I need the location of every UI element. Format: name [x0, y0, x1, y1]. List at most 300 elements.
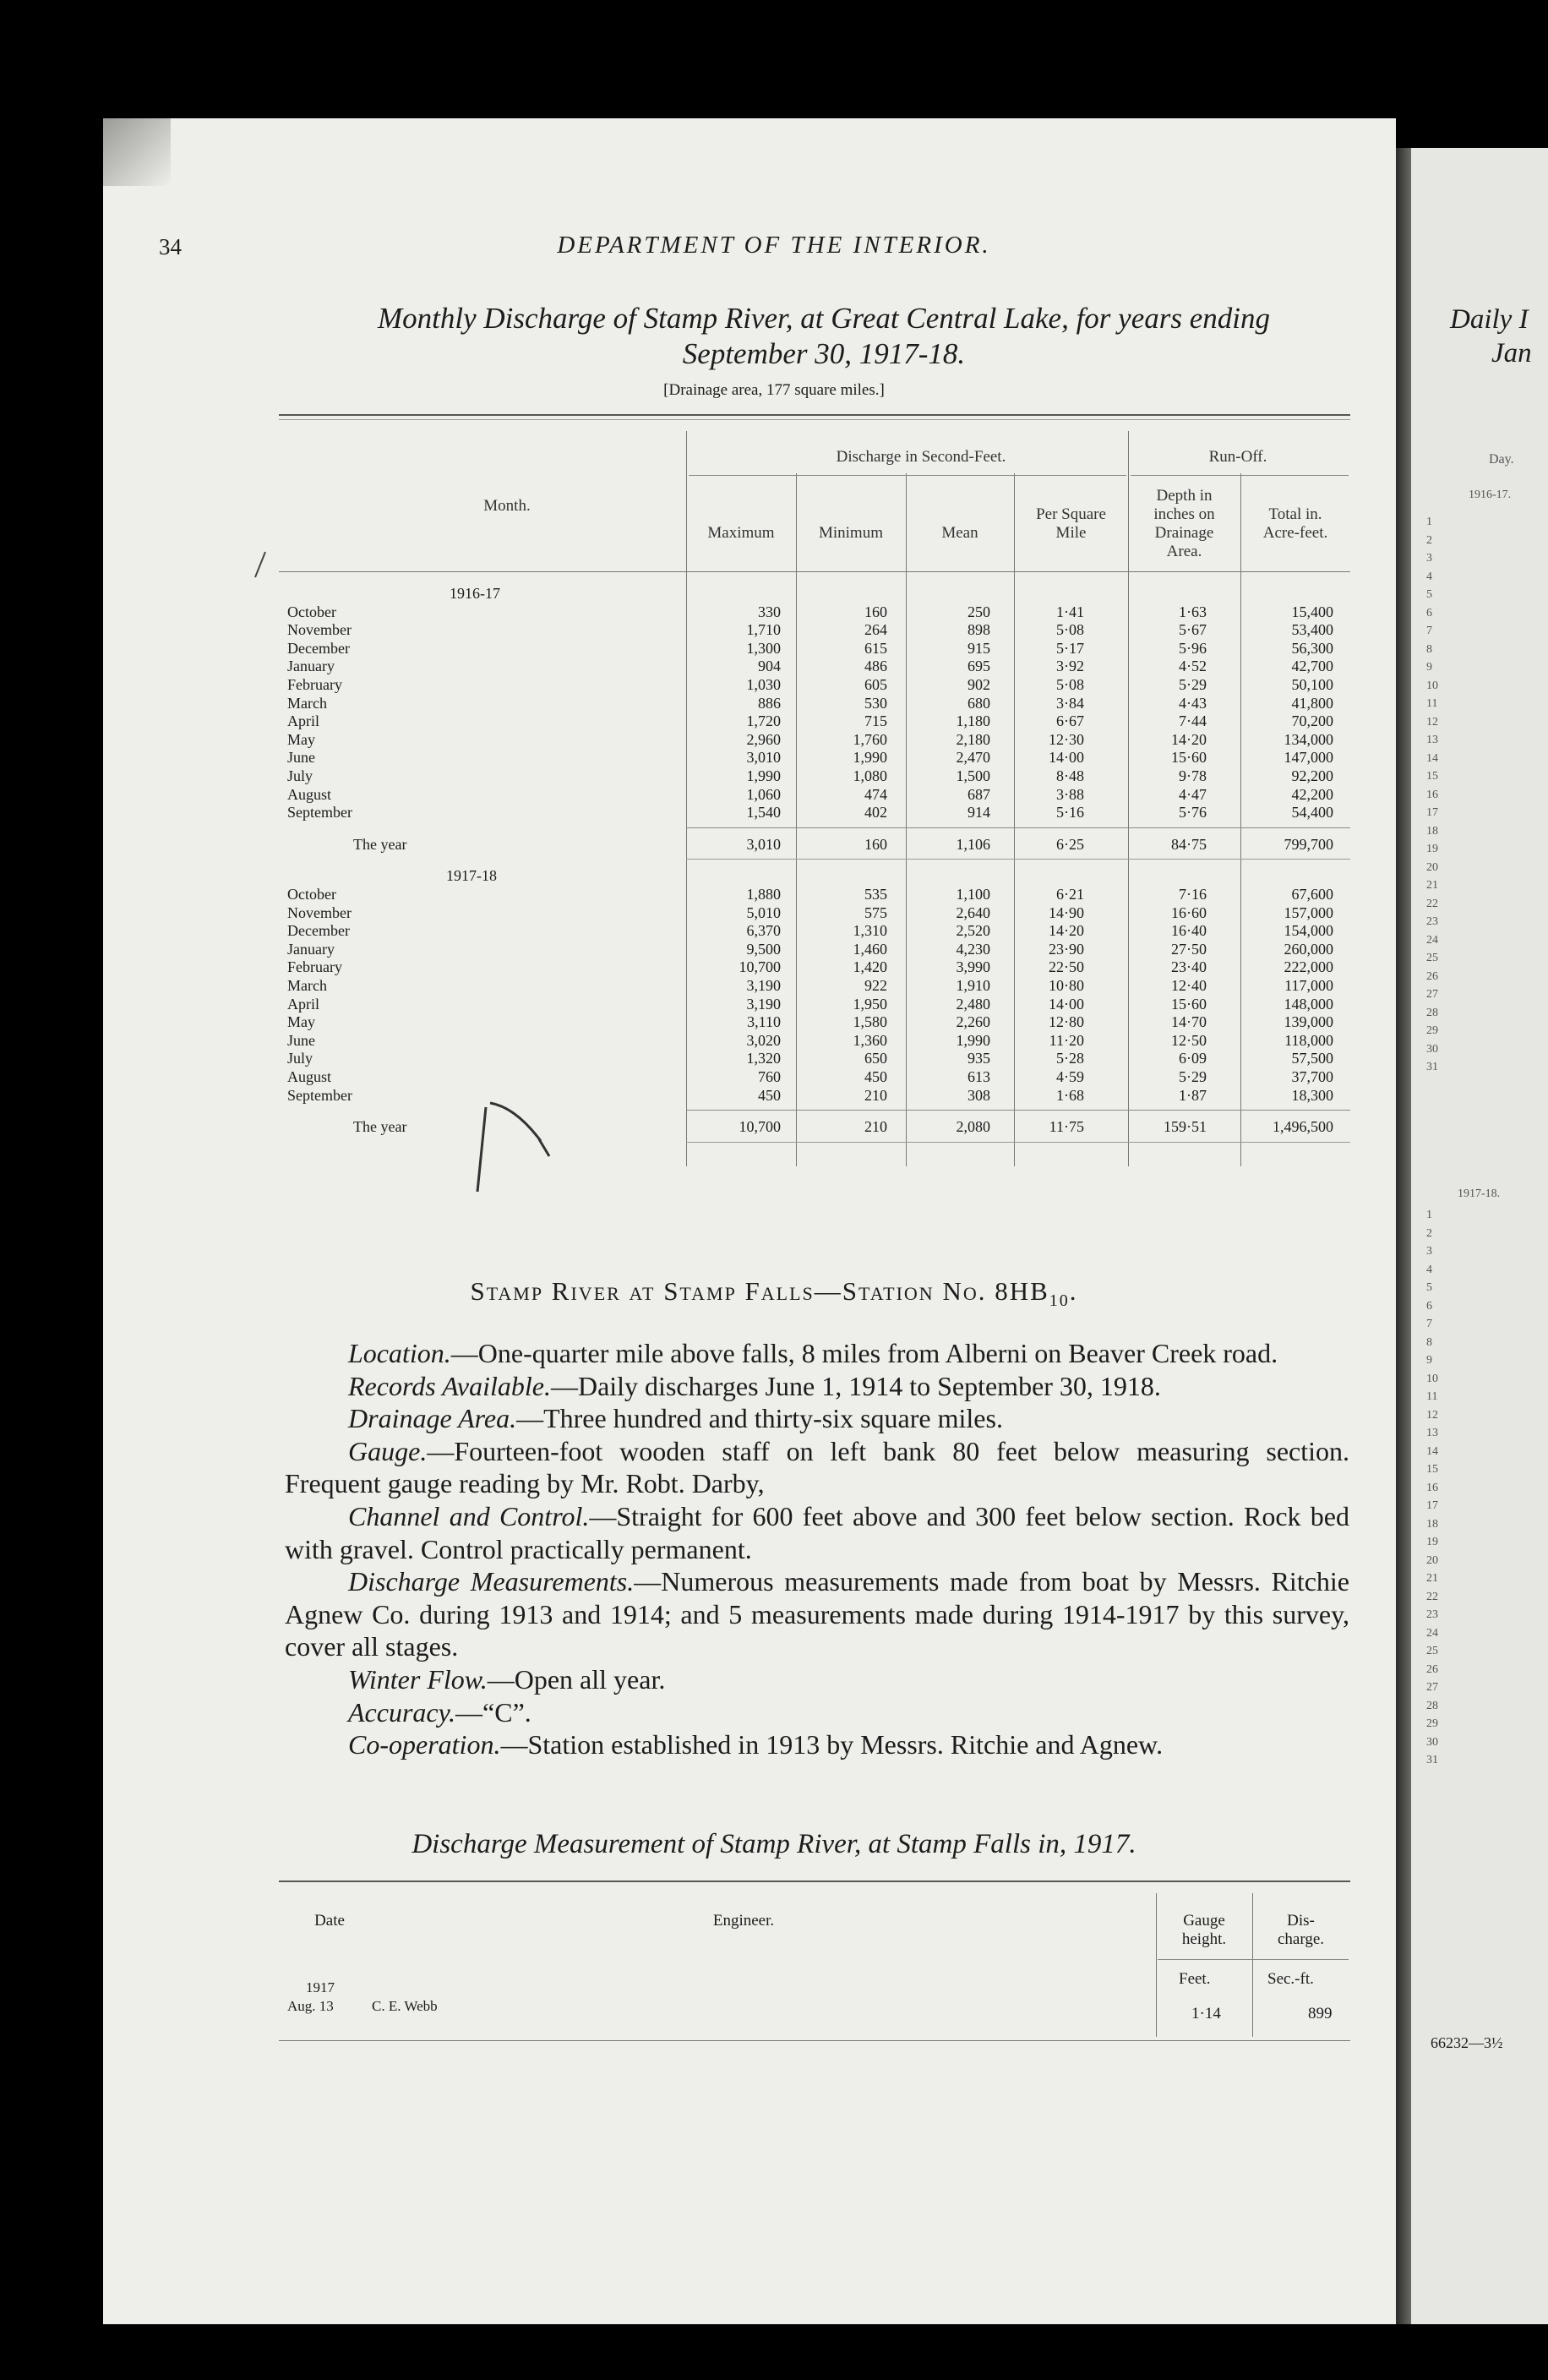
next-page-day-number: 17 [1426, 806, 1438, 819]
cell-mean: 2,260 [956, 1013, 990, 1031]
cell-max: 1,540 [746, 804, 781, 822]
page-number: 34 [159, 234, 182, 259]
next-page-year-2: 1917-18. [1458, 1187, 1501, 1200]
cell-max: 904 [758, 658, 781, 675]
cell-depth: 15·60 [1171, 995, 1207, 1013]
cell-mean: 695 [968, 658, 990, 675]
cell-max: 10,700 [739, 958, 781, 976]
cell-mean: 902 [968, 676, 990, 693]
column-divider [1014, 473, 1015, 1166]
cell-max: 3,020 [746, 1031, 781, 1049]
cell-depth: 1·63 [1179, 603, 1207, 620]
station-description [285, 1337, 1349, 1761]
paragraph-label: Winter Flow. [348, 1663, 488, 1695]
cell-persq: 6·21 [1056, 886, 1084, 903]
cell-min: 1,080 [853, 767, 887, 784]
measurement-unit-gauge: Feet. [1179, 1970, 1211, 1988]
month-cell: September [287, 804, 352, 822]
cell-max: 3,190 [746, 977, 781, 994]
cell-max: 3,010 [746, 749, 781, 767]
paragraph-label: Location. [348, 1338, 451, 1368]
cell-total: 37,700 [1291, 1068, 1333, 1085]
cell-total: 50,100 [1291, 676, 1333, 693]
cell-total: 117,000 [1284, 977, 1333, 994]
cell-max: 330 [758, 603, 781, 620]
next-page-day-number: 10 [1426, 679, 1438, 692]
next-page-day-number: 16 [1426, 1481, 1438, 1494]
header-bottom-rule [279, 571, 1350, 572]
table-title-line-1: Monthly Discharge of Stamp River, at Great Central Lake, for years ending [377, 302, 1270, 335]
paragraph-text: —Open all year. [487, 1663, 666, 1695]
next-page-day-number: 3 [1426, 1245, 1432, 1258]
cell-min: 486 [864, 658, 887, 675]
paragraph-label: Records Available. [348, 1370, 551, 1401]
cell-min: 1,950 [853, 995, 887, 1013]
month-cell: April [287, 712, 319, 730]
cell-persq: 12·80 [1049, 1013, 1084, 1031]
year-total-min: 210 [864, 1118, 887, 1136]
month-cell: November [287, 621, 352, 639]
next-page-day-number: 21 [1426, 879, 1438, 892]
year-total-label: The year [353, 835, 407, 853]
next-page-day-number: 5 [1426, 588, 1432, 601]
measurement-unit-discharge: Sec.-ft. [1267, 1970, 1314, 1988]
cell-min: 650 [864, 1050, 887, 1067]
header-discharge-group: Discharge in Second-Feet. [836, 448, 1006, 466]
paragraph-label: Drainage Area. [348, 1403, 517, 1434]
year-total-min: 160 [864, 835, 887, 853]
cell-max: 760 [758, 1068, 781, 1085]
cell-mean: 914 [968, 804, 990, 822]
cell-min: 264 [864, 621, 887, 639]
cell-min: 1,580 [853, 1013, 887, 1031]
next-page-day-number: 4 [1426, 570, 1432, 583]
cell-depth: 16·40 [1171, 922, 1207, 940]
next-page-day-number: 29 [1426, 1717, 1438, 1730]
cell-persq: 5·16 [1056, 804, 1084, 822]
measurement-header-gauge-line-1: Gauge [1183, 1912, 1225, 1930]
next-page-day-number: 19 [1426, 1536, 1438, 1548]
header-mean: Mean [941, 524, 978, 542]
cell-depth: 5·29 [1179, 676, 1207, 693]
cell-min: 210 [864, 1086, 887, 1104]
cell-max: 5,010 [746, 903, 781, 921]
next-page-day-number: 2 [1426, 1226, 1432, 1240]
table-top-rule [279, 414, 1350, 416]
cell-mean: 1,910 [956, 977, 990, 994]
station-paragraph [285, 1500, 1349, 1565]
cell-mean: 4,230 [956, 940, 990, 958]
header-minimum: Minimum [818, 524, 883, 542]
measurement-table-top-rule [279, 1881, 1350, 1882]
header-group-rule [1131, 475, 1349, 476]
month-cell: November [287, 903, 352, 921]
station-heading-subscript: 10 [1049, 1291, 1070, 1311]
running-head: DEPARTMENT OF THE INTERIOR. [557, 232, 991, 259]
measurement-table-bottom-rule [279, 2040, 1350, 2041]
cell-mean: 680 [968, 694, 990, 712]
header-per-square-mile-line-2: Mile [1055, 524, 1087, 542]
table-top-rule-thin [279, 419, 1350, 420]
next-page-title-line-1: Daily I [1450, 304, 1529, 335]
paragraph-label: Accuracy. [348, 1696, 456, 1728]
next-page-day-number: 4 [1426, 1263, 1432, 1276]
measurement-year: 1917 [306, 1979, 335, 1995]
month-cell: May [287, 730, 315, 748]
cell-total: 42,200 [1291, 785, 1333, 803]
cell-total: 147,000 [1284, 749, 1333, 767]
station-paragraph [285, 1435, 1349, 1500]
next-page-day-number: 23 [1426, 1608, 1438, 1621]
next-page-day-number: 2 [1426, 533, 1432, 547]
cell-total: 18,300 [1291, 1086, 1333, 1104]
cell-total: 134,000 [1284, 730, 1333, 748]
cell-mean: 2,640 [956, 903, 990, 921]
year-total-label: The year [353, 1118, 407, 1136]
cell-min: 402 [864, 804, 887, 822]
paragraph-label: Gauge. [348, 1435, 428, 1466]
next-page-day-number: 18 [1426, 824, 1438, 838]
month-cell: August [287, 785, 332, 803]
header-depth-line-2: inches on [1153, 505, 1215, 523]
next-page-day-number: 1 [1426, 1209, 1432, 1221]
next-page-day-number: 6 [1426, 606, 1432, 620]
cell-min: 450 [864, 1068, 887, 1085]
paragraph-text: —Fourteen-foot wooden staff on left bank 80 feet below measuring section. Frequent gauge reading by Mr. Robt. Darby, [285, 1435, 1349, 1499]
header-depth-line-1: Depth in [1156, 487, 1213, 505]
station-paragraph [285, 1696, 1349, 1729]
paragraph-label: Co-operation. [348, 1729, 501, 1760]
station-paragraph [285, 1728, 1349, 1761]
next-page-day-number: 18 [1426, 1517, 1438, 1531]
cell-mean: 3,990 [956, 958, 990, 976]
measurement-discharge: 899 [1308, 2005, 1333, 2022]
cell-max: 1,990 [746, 767, 781, 784]
next-page-day-number: 23 [1426, 915, 1438, 928]
measurement-header-discharge-line-2: charge. [1277, 1930, 1325, 1948]
cell-depth: 12·40 [1171, 977, 1207, 994]
cell-depth: 5·76 [1179, 804, 1207, 822]
cell-max: 1,710 [746, 621, 781, 639]
station-paragraph [285, 1663, 1349, 1696]
cell-depth: 4·52 [1179, 658, 1207, 675]
paragraph-text: —Station established in 1913 by Messrs. Ritchie and Agnew. [500, 1729, 1164, 1760]
cell-depth: 4·43 [1179, 694, 1207, 712]
next-page-day-number: 12 [1426, 715, 1438, 729]
cell-min: 1,760 [853, 730, 887, 748]
cell-total: 54,400 [1291, 804, 1333, 822]
subtotal-rule [686, 1110, 1350, 1111]
next-page-year-1: 1916-17. [1469, 489, 1512, 501]
month-cell: May [287, 1013, 315, 1031]
cell-max: 450 [758, 1086, 781, 1104]
cell-persq: 5·28 [1056, 1050, 1084, 1067]
measurement-table-title: Discharge Measurement of Stamp River, at Stamp Falls in, 1917. [412, 1829, 1136, 1859]
header-total-line-2: Acre-feet. [1262, 524, 1328, 542]
cell-persq: 14·00 [1049, 995, 1084, 1013]
year-total-rule [686, 859, 1350, 860]
next-page-day-number: 28 [1426, 1006, 1438, 1019]
month-cell: October [287, 886, 336, 903]
cell-persq: 10·80 [1049, 977, 1084, 994]
next-page-day-number: 11 [1426, 1390, 1438, 1403]
next-page-day-number: 27 [1426, 988, 1438, 1001]
measurement-header-gauge [1156, 1912, 1252, 1949]
cell-max: 1,060 [746, 785, 781, 803]
measurement-engineer: C. E. Webb [372, 1998, 438, 2014]
cell-persq: 1·41 [1056, 603, 1084, 620]
next-page-day-number: 21 [1426, 1572, 1438, 1585]
next-page-day-number: 11 [1426, 697, 1438, 710]
month-cell: June [287, 749, 315, 767]
cell-min: 1,310 [853, 922, 887, 940]
month-cell: July [287, 767, 313, 784]
measurement-header-discharge [1252, 1912, 1349, 1949]
cell-total: 139,000 [1284, 1013, 1333, 1031]
cell-min: 474 [864, 785, 887, 803]
next-page-day-number: 30 [1426, 1042, 1438, 1056]
paragraph-text: —“C”. [455, 1696, 531, 1728]
cell-total: 70,200 [1291, 712, 1333, 730]
cell-depth: 14·70 [1171, 1013, 1207, 1031]
book-gutter [1396, 148, 1411, 2324]
cell-mean: 2,520 [956, 922, 990, 940]
next-page-day-number: 27 [1426, 1681, 1438, 1694]
next-page-day-number: 28 [1426, 1699, 1438, 1712]
subtotal-rule [686, 827, 1350, 828]
month-cell: January [287, 940, 335, 958]
month-cell: March [287, 694, 327, 712]
cell-mean: 308 [968, 1086, 990, 1104]
cell-min: 530 [864, 694, 887, 712]
cell-depth: 5·67 [1179, 621, 1207, 639]
cell-max: 1,720 [746, 712, 781, 730]
month-cell: February [287, 676, 342, 693]
next-page-day-number: 22 [1426, 897, 1438, 910]
header-total-line-1: Total in. [1268, 505, 1322, 523]
station-heading-period: . [1069, 1276, 1078, 1306]
paragraph-text: —One-quarter mile above falls, 8 miles from Alberni on Beaver Creek road. [450, 1338, 1278, 1368]
measurement-header-gauge-line-2: height. [1181, 1930, 1227, 1948]
table-title-line-2: September 30, 1917-18. [682, 337, 966, 370]
cell-total: 42,700 [1291, 658, 1333, 675]
next-page-day-number: 22 [1426, 1590, 1438, 1603]
cell-total: 260,000 [1284, 940, 1333, 958]
month-cell: October [287, 603, 336, 620]
next-page-day-number: 15 [1426, 1463, 1438, 1476]
year-total-total: 1,496,500 [1273, 1118, 1333, 1136]
cell-total: 41,800 [1291, 694, 1333, 712]
next-page-day-number: 7 [1426, 1318, 1432, 1330]
header-per-square-mile [1014, 505, 1128, 543]
paragraph-label: Discharge Measurements. [348, 1566, 635, 1597]
paragraph-label: Channel and Control. [348, 1500, 590, 1531]
cell-min: 1,360 [853, 1031, 887, 1049]
cell-depth: 16·60 [1171, 903, 1207, 921]
next-page-day-number: 14 [1426, 751, 1438, 765]
next-page-day-number: 6 [1426, 1299, 1432, 1313]
station-heading-text: Stamp River at Stamp Falls—Station No. 8HB [470, 1276, 1049, 1306]
cell-total: 92,200 [1291, 767, 1333, 784]
drainage-area-note: [Drainage area, 177 square miles.] [663, 381, 885, 399]
cell-depth: 5·96 [1179, 639, 1207, 657]
column-divider [906, 473, 907, 1166]
cell-depth: 7·44 [1179, 712, 1207, 730]
printer-signature: 66232—3½ [1431, 2034, 1503, 2051]
cell-mean: 687 [968, 785, 990, 803]
cell-min: 1,460 [853, 940, 887, 958]
cell-depth: 5·29 [1179, 1068, 1207, 1085]
year-total-persq: 6·25 [1056, 835, 1084, 853]
month-cell: September [287, 1086, 352, 1104]
cell-mean: 2,180 [956, 730, 990, 748]
month-cell: August [287, 1068, 332, 1085]
station-paragraph [285, 1337, 1349, 1370]
header-depth-line-3: Drainage [1154, 524, 1214, 542]
header-month: Month. [483, 497, 531, 515]
cell-max: 3,110 [747, 1013, 781, 1031]
header-depth-inches [1128, 487, 1240, 561]
station-paragraph [285, 1370, 1349, 1403]
cell-min: 605 [864, 676, 887, 693]
cell-persq: 23·90 [1049, 940, 1084, 958]
cell-min: 1,420 [853, 958, 887, 976]
month-cell: June [287, 1031, 315, 1049]
cell-depth: 12·50 [1171, 1031, 1207, 1049]
cell-total: 118,000 [1284, 1031, 1333, 1049]
cell-max: 1,320 [746, 1050, 781, 1067]
next-page-day-number: 16 [1426, 788, 1438, 801]
cell-total: 222,000 [1284, 958, 1333, 976]
cell-min: 575 [864, 903, 887, 921]
cell-max: 9,500 [746, 940, 781, 958]
cell-persq: 5·17 [1056, 639, 1084, 657]
year-total-depth: 159·51 [1164, 1118, 1207, 1136]
cell-depth: 4·47 [1179, 785, 1207, 803]
next-page-day-number: 31 [1426, 1754, 1438, 1766]
cell-max: 1,880 [746, 886, 781, 903]
next-page-day-number: 5 [1426, 1281, 1432, 1294]
cell-total: 67,600 [1291, 886, 1333, 903]
next-page-day-number: 31 [1426, 1061, 1438, 1073]
cell-max: 3,190 [746, 995, 781, 1013]
cell-min: 615 [864, 639, 887, 657]
cell-min: 1,990 [853, 749, 887, 767]
next-page-day-number: 26 [1426, 1662, 1438, 1676]
next-page-day-number: 20 [1426, 860, 1438, 874]
year-total-max: 3,010 [746, 835, 781, 853]
cell-persq: 14·20 [1049, 922, 1084, 940]
next-page-day-number: 8 [1426, 1335, 1432, 1349]
cell-depth: 1·87 [1179, 1086, 1207, 1104]
paragraph-text: —Daily discharges June 1, 1914 to September 30, 1918. [550, 1370, 1161, 1401]
cell-persq: 5·08 [1056, 621, 1084, 639]
cell-mean: 2,480 [956, 995, 990, 1013]
header-depth-line-4: Area. [1166, 543, 1202, 560]
year-total-depth: 84·75 [1171, 835, 1207, 853]
cell-max: 2,960 [746, 730, 781, 748]
month-cell: February [287, 958, 342, 976]
month-cell: December [287, 639, 350, 657]
cell-mean: 1,990 [956, 1031, 990, 1049]
cell-persq: 12·30 [1049, 730, 1084, 748]
next-page-day-number: 17 [1426, 1499, 1438, 1512]
cell-mean: 1,100 [956, 886, 990, 903]
stray-pencil-mark [250, 548, 275, 581]
header-runoff-group: Run-Off. [1208, 448, 1267, 466]
cell-depth: 14·20 [1171, 730, 1207, 748]
next-page-day-number: 26 [1426, 969, 1438, 983]
cell-depth: 23·40 [1171, 958, 1207, 976]
cell-persq: 11·20 [1049, 1031, 1084, 1049]
cell-persq: 5·08 [1056, 676, 1084, 693]
cell-mean: 2,470 [956, 749, 990, 767]
cell-persq: 3·84 [1056, 694, 1084, 712]
cell-total: 148,000 [1284, 995, 1333, 1013]
cell-min: 922 [864, 977, 887, 994]
paragraph-text: —Straight for 600 feet above and 300 feet below section. Rock bed with gravel. Control practically permanent. [285, 1500, 1350, 1564]
next-page-day-number: 30 [1426, 1735, 1438, 1749]
next-page-day-number: 25 [1426, 952, 1438, 964]
cell-max: 886 [758, 694, 781, 712]
page-corner-shading [103, 118, 171, 186]
month-cell: April [287, 995, 319, 1013]
next-page-day-number: 15 [1426, 770, 1438, 783]
next-page-day-number: 20 [1426, 1553, 1438, 1567]
year-label: 1916-17 [450, 585, 500, 602]
header-total-acre-feet [1240, 505, 1350, 543]
year-label: 1917-18 [446, 867, 497, 885]
measurement-header-engineer: Engineer. [712, 1912, 775, 1930]
cell-mean: 613 [968, 1068, 990, 1085]
cell-mean: 1,500 [956, 767, 990, 784]
header-maximum: Maximum [707, 524, 775, 542]
next-page-day-number: 12 [1426, 1408, 1438, 1422]
year-total-mean: 1,106 [956, 835, 990, 853]
cell-depth: 27·50 [1171, 940, 1207, 958]
next-page-day-number: 8 [1426, 642, 1432, 656]
cell-persq: 3·92 [1056, 658, 1084, 675]
cell-persq: 3·88 [1056, 785, 1084, 803]
year-total-total: 799,700 [1284, 835, 1333, 853]
cell-min: 160 [864, 603, 887, 620]
cell-total: 15,400 [1291, 603, 1333, 620]
next-page-day-number: 7 [1426, 625, 1432, 637]
cell-max: 6,370 [746, 922, 781, 940]
measurement-header-rule [1158, 1959, 1349, 1960]
cell-persq: 14·90 [1049, 903, 1084, 921]
year-total-rule [686, 1142, 1350, 1143]
cell-depth: 6·09 [1179, 1050, 1207, 1067]
cell-total: 57,500 [1291, 1050, 1333, 1067]
cell-max: 1,030 [746, 676, 781, 693]
cell-persq: 6·67 [1056, 712, 1084, 730]
cell-total: 157,000 [1284, 903, 1333, 921]
stray-pencil-mark [473, 1090, 591, 1209]
cell-depth: 9·78 [1179, 767, 1207, 784]
month-cell: March [287, 977, 327, 994]
month-cell: July [287, 1050, 313, 1067]
cell-mean: 935 [968, 1050, 990, 1067]
cell-mean: 898 [968, 621, 990, 639]
next-page-day-number: 1 [1426, 516, 1432, 528]
next-page-day-number: 13 [1426, 734, 1438, 746]
measurement-date: Aug. 13 [287, 1998, 334, 2014]
station-paragraph [285, 1565, 1349, 1663]
cell-max: 1,300 [746, 639, 781, 657]
next-page-day-label: Day. [1489, 452, 1514, 467]
cell-persq: 8·48 [1056, 767, 1084, 784]
